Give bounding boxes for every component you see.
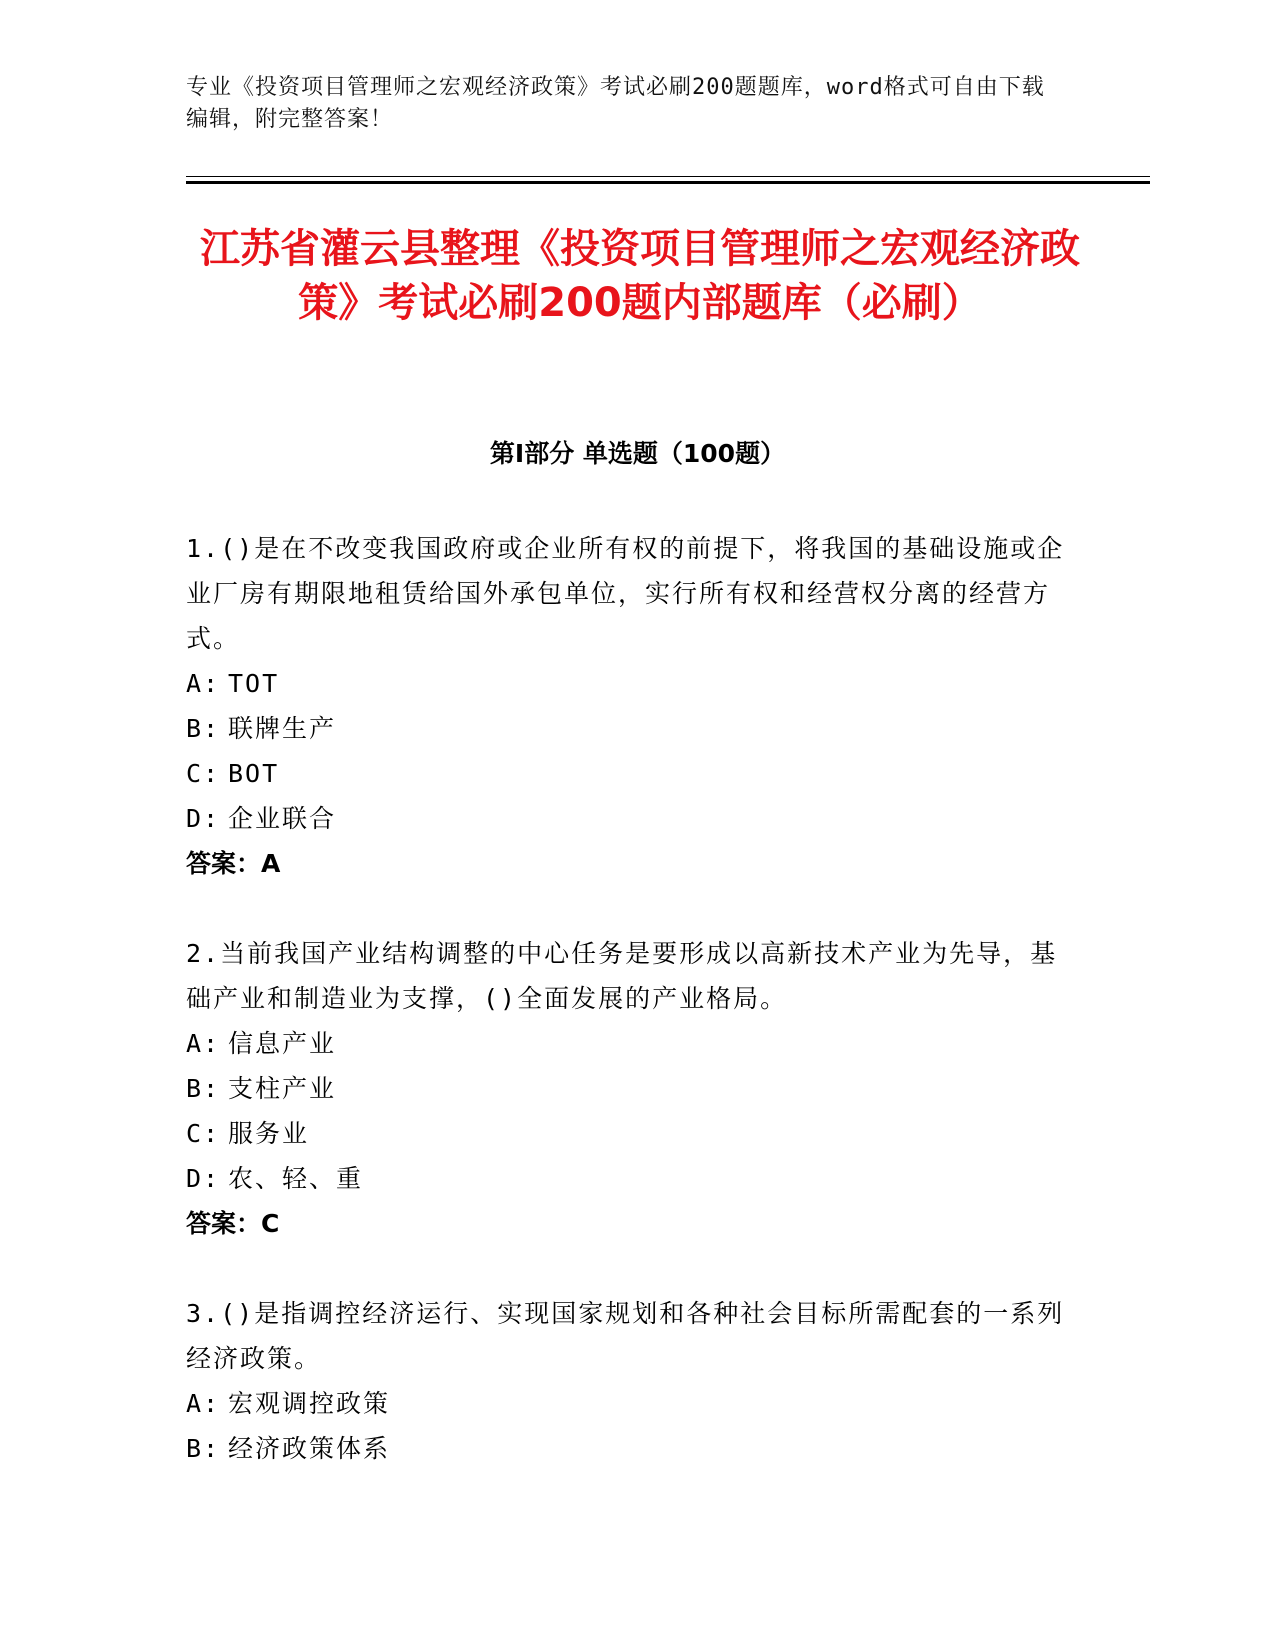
header-note: 专业《投资项目管理师之宏观经济政策》考试必刷200题题库，word格式可自由下载编辑，附完整答案！ — [186, 75, 1045, 132]
option-text: 农、轻、重 — [228, 1164, 364, 1193]
answer-line: 答案：C — [186, 1209, 280, 1238]
option-text: 联牌生产 — [228, 714, 337, 743]
question-stem: 2.当前我国产业结构调整的中心任务是要形成以高新技术产业为先导，基础产业和制造业为支撑，()全面发展的产业格局。 — [186, 939, 1058, 1013]
question-2 — [186, 931, 1066, 1246]
question-list — [186, 526, 1066, 1516]
option-text: 企业联合 — [228, 804, 337, 833]
option-c — [186, 751, 1066, 796]
option-text: 服务业 — [228, 1119, 310, 1148]
option-text: BOT — [228, 759, 280, 788]
option-text: 宏观调控政策 — [228, 1389, 391, 1418]
option-key: B: — [186, 1074, 221, 1103]
option-key: C: — [186, 1119, 221, 1148]
option-d — [186, 796, 1066, 841]
option-key: B: — [186, 714, 221, 743]
option-key: A: — [186, 1029, 221, 1058]
question-1 — [186, 526, 1066, 886]
option-text: 信息产业 — [228, 1029, 337, 1058]
answer-line: 答案：A — [186, 849, 281, 878]
option-key: C: — [186, 759, 221, 788]
option-key: B: — [186, 1434, 221, 1463]
option-c — [186, 1111, 1066, 1156]
option-key: D: — [186, 1164, 221, 1193]
option-key: D: — [186, 804, 221, 833]
option-text: 经济政策体系 — [228, 1434, 391, 1463]
option-text: TOT — [228, 669, 280, 698]
header-divider-thin — [186, 176, 1150, 177]
section-heading: 第Ⅰ部分 单选题（100题） — [489, 439, 786, 468]
option-a — [186, 661, 1066, 706]
option-a — [186, 1381, 1066, 1426]
option-b — [186, 1426, 1066, 1471]
option-b — [186, 706, 1066, 751]
question-stem: 3.()是指调控经济运行、实现国家规划和各种社会目标所需配套的一系列经济政策。 — [186, 1299, 1065, 1373]
header-divider-thick — [186, 181, 1150, 184]
option-b — [186, 1066, 1066, 1111]
option-d — [186, 1156, 1066, 1201]
question-stem: 1.()是在不改变我国政府或企业所有权的前提下，将我国的基础设施或企业厂房有期限地租赁给国外承包单位，实行所有权和经营权分离的经营方式。 — [186, 534, 1065, 653]
option-key: A: — [186, 1389, 221, 1418]
question-3 — [186, 1291, 1066, 1471]
option-key: A: — [186, 669, 221, 698]
document-title: 江苏省灌云县整理《投资项目管理师之宏观经济政策》考试必刷200题内部题库（必刷） — [200, 226, 1080, 326]
option-text: 支柱产业 — [228, 1074, 337, 1103]
option-a — [186, 1021, 1066, 1066]
